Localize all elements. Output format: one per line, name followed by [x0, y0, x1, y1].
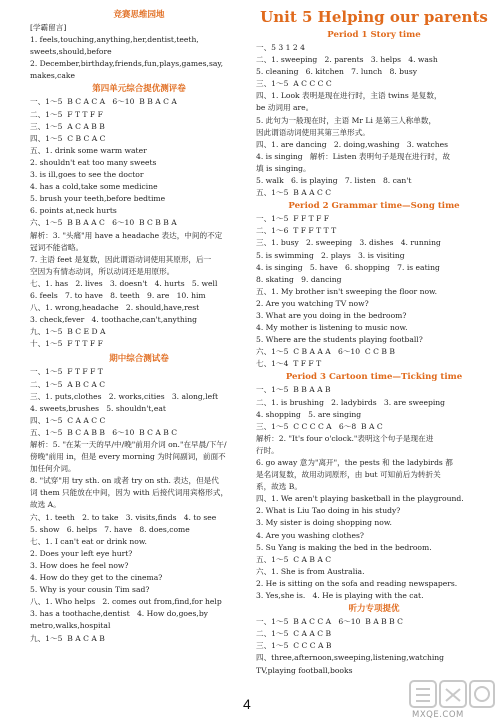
answer-line: 4. shopping 5. are singing [256, 409, 362, 419]
right-block-4 [256, 616, 492, 676]
answer-line: 二、1. is brushing 2. ladybirds 3. are sweeping [256, 397, 446, 407]
left-block-2 [30, 96, 248, 350]
right-block-3 [256, 384, 492, 602]
answer-line: 一、1～5 B A C C A 6～10 B A B B C [256, 617, 403, 627]
answer-line: 8. skating 9. dancing [256, 274, 342, 284]
answer-line: 4. is singing 解析：Listen 表明句子是现在进行时，故 [256, 151, 451, 161]
answer-line: 四、1. We aren't playing basketball in the playground. [256, 494, 464, 504]
answer-line: 二、1～5 C A A C B [256, 629, 332, 639]
answer-line: metro,walks,hospital [30, 621, 111, 631]
answer-line: [学霸留言] [30, 23, 67, 32]
answer-line: 6. feels 7. to have 8. teeth 9. are 10. him [30, 290, 206, 300]
answer-line: 二、1～6 T F F T T T [256, 226, 337, 236]
answer-line: 七、1～4 T F F T [256, 359, 322, 369]
answer-line: 5. Su Yang is making the bed in the bedroom. [256, 542, 432, 552]
answer-line: be 动词用 are。 [256, 103, 314, 113]
answer-line: 解析：2. "It's four o'clock."表明这个句子是现在进 [256, 433, 434, 443]
period-3-title: Period 3 Cartoon time—Ticking time [285, 372, 463, 383]
answer-line: 5. walk 6. is playing 7. listen 8. can't [256, 176, 412, 186]
section-header-unit4-test: 第四单元综合提优测评卷 [92, 84, 186, 95]
answer-line: 五、1. My brother isn't sweeping the floor now. [256, 286, 438, 296]
answer-line: 四、three,afternoon,sweeping,listening,watching [256, 653, 445, 663]
answer-line: 是名词复数，故用动词原形，由 but 可知前后为转折关 [256, 470, 441, 480]
answer-line: 六、1. teeth 2. to take 3. visits,finds 4. to see [30, 512, 217, 522]
answer-line: 傍晚"前用 in，但是 every morning 为时间副词，前面不 [30, 452, 226, 462]
answer-line: 三、1. busy 2. sweeping 3. dishes 4. running [256, 238, 441, 248]
answer-line: 1. feels,touching,anything,her,dentist,teeth, [30, 35, 199, 45]
answer-line: 2. He is sitting on the sofa and reading newspapers. [256, 578, 458, 588]
answer-line: 4. has a cold,take some medicine [30, 182, 158, 192]
answer-line: 四、1～5 C A A C C [30, 415, 106, 425]
answer-line: 六、1～5 B B A A C 6～10 B C B B A [30, 218, 177, 228]
answer-line: 5. Where are the students playing football? [256, 335, 423, 345]
left-block-3 [30, 366, 248, 644]
answer-line: 三、1～5 A C A B B [30, 121, 105, 131]
section-header-listening: 听力专项提优 [348, 604, 400, 615]
answer-line: makes,cake [30, 71, 76, 81]
section-header-competition: 竞赛思维园地 [113, 10, 165, 20]
answer-line: 四、1～5 C B C A C [30, 133, 106, 143]
answer-line: sweets,should,before [30, 47, 112, 57]
answer-line: 五、1～5 C A B A C [256, 554, 332, 564]
answer-line: 5. show 6. helps 7. have 8. does,come [30, 524, 190, 534]
answer-line: 六、1. She is from Australia. [256, 566, 365, 576]
answer-line: 九、1～5 B A C A B [30, 633, 105, 643]
answer-line: 3. check,fever 4. toothache,can't,anything [30, 315, 197, 325]
answer-line: 一、1～5 B B A A B [256, 385, 331, 395]
answer-line: 四、1. Look 表明是现在进行时，主语 twins 是复数， [256, 91, 442, 101]
answer-line: 冠词不能省略。 [30, 242, 84, 252]
answer-line: 3. is ill,goes to see the doctor [30, 170, 144, 180]
answer-line: 3. How does he feel now? [30, 560, 129, 570]
answer-line: 二、1～5 A B C A C [30, 379, 106, 389]
answer-line: 2. shouldn't eat too many sweets [30, 157, 157, 167]
answer-line: 5. 此句为一般现在时，主语 Mr Li 是第三人称单数， [256, 115, 437, 125]
answer-line: 3. has a toothache,dentist 4. How do,goes,by [30, 609, 208, 619]
answer-line: 九、1～5 B C E D A [30, 327, 106, 337]
answer-line: 2. Are you watching TV now? [256, 298, 369, 308]
answer-line: 三、1～5 C C C C A 6～8 B A C [256, 421, 383, 431]
right-column [256, 6, 492, 677]
answer-line: 4. Are you washing clothes? [256, 530, 364, 540]
right-block-2 [256, 213, 492, 370]
answer-line: 7. 主语 feet 是复数，因此谓语动词使用其原形，后一 [30, 254, 212, 264]
answer-line: 一、5 3 1 2 4 [256, 43, 305, 52]
answer-line: 3. What are you doing in the bedroom? [256, 310, 407, 320]
answer-line: 六、1～5 C B A A A 6～10 C C B B [256, 347, 395, 357]
answer-line: 词 them 只能放在中间，因为 with 后接代词用宾格形式， [30, 488, 229, 498]
answer-line: 八、1. Who helps 2. comes out from,find,for help [30, 597, 222, 607]
left-block-1 [30, 22, 248, 82]
answer-line: 解析：3. "头痛"用 have a headache 表达，中间的不定 [30, 230, 223, 240]
answer-line: 2. December,birthday,friends,fun,plays,games,say, [30, 59, 224, 69]
section-header-midterm-test: 期中综合测试卷 [109, 354, 169, 365]
answer-line: 2. What is Liu Tao doing in his study? [256, 506, 401, 516]
answer-line: 七、1. I can't eat or drink now. [30, 536, 147, 546]
answer-line: 故选 A。 [30, 500, 61, 510]
answer-line: 三、1～5 A C C C C [256, 79, 332, 89]
answer-line: 三、1. puts,clothes 2. works,cities 3. along,left [30, 391, 218, 401]
answer-line: 4. sweets,brushes 5. shouldn't,eat [30, 403, 166, 413]
answer-line: 五、1～5 B C A B B 6～10 B C A B C [30, 427, 178, 437]
answer-line: 一、1～5 F T F F T [30, 367, 103, 377]
answer-line: 4. is singing 5. have 6. shopping 7. is eating [256, 262, 440, 272]
period-1-title: Period 1 Story time [327, 30, 421, 40]
answer-line: 行时。 [256, 445, 279, 455]
answer-line: 二、1～5 F T T F F [30, 109, 103, 119]
answer-line: 系，故选 B。 [256, 482, 302, 492]
answer-line: 因此谓语动词使用其第三单形式。 [256, 127, 370, 137]
answer-line: 3. Yes,she is. 4. He is playing with the cat. [256, 591, 424, 601]
page-number: 4 [243, 696, 251, 712]
answer-line: 四、1. are dancing 2. doing,washing 3. watches [256, 139, 449, 149]
answer-line: 五、1～5 B A A C C [256, 188, 332, 198]
answer-line: 3. My sister is doing shopping now. [256, 518, 392, 528]
answer-line: 6. go away 意为"离开"，the pests 和 the ladybirds 都 [256, 458, 453, 467]
answer-line: 6. points at,neck hurts [30, 206, 117, 216]
answer-line: 5. cleaning 6. kitchen 7. lunch 8. busy [256, 67, 418, 77]
answer-line: 4. How do they get to the cinema? [30, 573, 163, 583]
answer-line: 8. "试穿"用 try sth. on 或者 try on sth. 表达，但是代 [30, 476, 219, 486]
answer-line: 填 is singing。 [256, 163, 311, 173]
period-2-title: Period 2 Grammar time—Song time [288, 201, 460, 212]
watermark-text: MXQE.COM [412, 710, 464, 720]
answer-line: 2. Does your left eye hurt? [30, 548, 133, 558]
answer-line: 加任何介词。 [30, 464, 76, 474]
answer-line: 5. Why is your cousin Tim sad? [30, 585, 150, 595]
answer-line: 七、1. has 2. lives 3. doesn't 4. hurts 5. well [30, 278, 218, 288]
answer-line: 五、1. drink some warm water [30, 145, 147, 155]
answer-line: 八、1. wrong,headache 2. should,have,rest [30, 303, 200, 313]
answer-line: 解析：5. "在某一天的早/中/晚"前用介词 on."在早晨/下午/ [30, 440, 227, 449]
right-block-1 [256, 42, 492, 199]
answer-line: 5. brush your teeth,before bedtime [30, 194, 166, 204]
answer-line: 二、1. sweeping 2. parents 3. helps 4. wash [256, 55, 438, 65]
answer-line: 空因为有情态动词，所以动词还是用原形。 [30, 266, 175, 276]
left-column [30, 6, 248, 645]
unit-title: Unit 5 Helping our parents [260, 8, 488, 26]
answer-line: 十、1～5 F T T F F [30, 339, 103, 349]
answer-line: TV,playing football,books [256, 665, 353, 675]
answer-line: 一、1～5 B C A C A 6～10 B B A C A [30, 97, 177, 107]
answer-line: 三、1～5 C C C A B [256, 641, 332, 651]
answer-line: 4. My mother is listening to music now. [256, 323, 408, 333]
answer-line: 5. is swimming 2. plays 3. is visiting [256, 250, 405, 260]
answer-line: 一、1～5 F F T F F [256, 214, 330, 224]
